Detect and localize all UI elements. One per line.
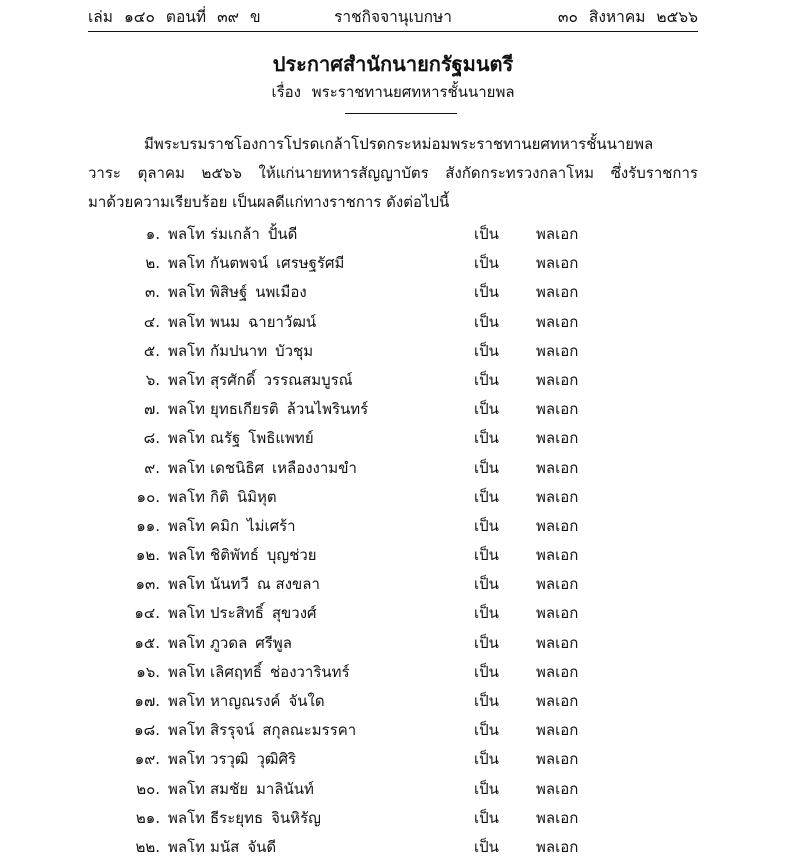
list-item [0, 393, 786, 422]
new-rank: พลเอก [536, 458, 579, 477]
item-number: ๑๘. [134, 721, 160, 740]
list-item [0, 597, 786, 626]
intro-line-1: มีพระบรมราชโองการโปรดเกล้าโปรดกระหม่อมพระราชทานยศทหารชั้นนายพล [144, 135, 654, 153]
as-word: เป็น [474, 692, 499, 710]
list-item [0, 364, 786, 393]
first-name: พนม [210, 312, 241, 331]
first-name: พิสิษฐ์ [210, 283, 248, 302]
officer-name [168, 280, 307, 304]
last-name: นิมิหุต [236, 487, 277, 506]
last-name: วรรณสมบูรณ์ [263, 370, 353, 389]
intro-line-3: มาด้วยความเรียบร้อย เป็นผลดีแก่ทางราชการ ดังต่อไปนี้ [88, 193, 450, 211]
item-number: ๑๕. [134, 633, 160, 652]
subject-text: พระราชทานยศทหารชั้นนายพล [311, 83, 515, 101]
current-rank: พลโท [168, 225, 206, 243]
last-name: ไม่เศร้า [247, 516, 296, 535]
first-name: กันตพจน์ [210, 254, 269, 273]
page-header [88, 2, 698, 28]
item-number: ๙. [144, 458, 160, 477]
current-rank: พลโท [168, 750, 206, 769]
officer-name [168, 777, 314, 801]
as-word: เป็น [474, 604, 499, 623]
as-word: เป็น [474, 312, 499, 331]
volume-label: เล่ม [88, 8, 114, 26]
first-name: ชิติพัทธ์ [210, 546, 259, 565]
current-rank: พลโท [168, 283, 206, 302]
current-rank: พลโท [168, 633, 206, 652]
last-name: โพธิแพทย์ [248, 429, 314, 448]
last-name: ล้วนไพรินทร์ [286, 400, 369, 419]
volume-number: ๑๔๐ [123, 8, 155, 26]
list-item [0, 510, 786, 539]
officer-name [168, 426, 314, 450]
item-number: ๑. [145, 225, 160, 243]
current-rank: พลโท [168, 312, 206, 331]
first-name: กิติ [210, 487, 229, 506]
item-number: ๑๐. [136, 487, 160, 506]
intro-line-2: วาระ ตุลาคม ๒๕๖๖ ให้แก่นายทหารสัญญาบัตร สังกัดกระทรวงกลาโหม ซึ่งรับราชการ [88, 164, 698, 182]
last-name: มาลินันท์ [256, 779, 314, 798]
new-rank: พลเอก [536, 283, 579, 302]
announcement-title: ประกาศสำนักนายกรัฐมนตรี [272, 52, 514, 76]
as-word: เป็น [474, 400, 499, 419]
new-rank: พลเอก [536, 692, 579, 710]
new-rank: พลเอก [536, 633, 579, 652]
new-rank: พลเอก [536, 721, 579, 740]
new-rank: พลเอก [536, 779, 579, 798]
date-year: ๒๕๖๖ [656, 8, 698, 26]
first-name: ร่มเกล้า [210, 225, 260, 243]
officer-name [168, 601, 317, 625]
list-item [0, 247, 786, 276]
current-rank: พลโท [168, 458, 206, 477]
list-item [0, 714, 786, 743]
list-item [0, 452, 786, 481]
item-number: ๒๒. [135, 837, 160, 856]
last-name: จินหิรัญ [271, 808, 321, 827]
first-name: กัมปนาท [210, 341, 268, 360]
first-name: สุรศักดิ์ [210, 370, 256, 389]
as-word: เป็น [474, 662, 499, 681]
as-word: เป็น [474, 721, 499, 740]
last-name: ศรีพูล [255, 633, 292, 652]
item-number: ๑๒. [135, 546, 160, 565]
last-name: ณ สงขลา [256, 575, 320, 594]
as-word: เป็น [474, 516, 499, 535]
officer-name [168, 456, 357, 480]
officer-name [168, 251, 344, 275]
officer-name [168, 806, 321, 830]
current-rank: พลโท [168, 487, 206, 506]
first-name: ภูวดล [210, 633, 248, 652]
publication-name: ราชกิจจานุเบกษา [334, 8, 452, 26]
new-rank: พลเอก [536, 750, 579, 769]
intro-paragraph [88, 130, 698, 217]
new-rank: พลเอก [536, 370, 579, 389]
announcement-subject [0, 80, 786, 104]
new-rank: พลเอก [536, 312, 579, 331]
as-word: เป็น [474, 779, 499, 798]
item-number: ๒๐. [136, 779, 160, 798]
new-rank: พลเอก [536, 662, 579, 681]
first-name: สมชัย [210, 779, 249, 798]
list-item [0, 656, 786, 685]
current-rank: พลโท [168, 604, 206, 623]
last-name: สกุลณะมรรคา [262, 721, 357, 740]
issue-number: ๓๙ [217, 8, 240, 26]
current-rank: พลโท [168, 692, 206, 710]
as-word: เป็น [474, 546, 499, 565]
new-rank: พลเอก [536, 429, 579, 448]
header-date [552, 4, 698, 29]
as-word: เป็น [474, 750, 499, 769]
item-number: ๗. [143, 400, 160, 419]
last-name: เศรษฐรัศมี [276, 254, 345, 273]
new-rank: พลเอก [536, 546, 579, 565]
list-item [0, 539, 786, 568]
current-rank: พลโท [168, 400, 206, 419]
as-word: เป็น [474, 429, 499, 448]
list-item [0, 627, 786, 656]
as-word: เป็น [474, 575, 499, 594]
officer-name [168, 718, 356, 742]
date-month: สิงหาคม [588, 8, 646, 26]
list-item [0, 743, 786, 772]
new-rank: พลเอก [536, 808, 579, 827]
item-number: ๑๓. [135, 575, 160, 594]
item-number: ๖. [145, 370, 160, 389]
new-rank: พลเอก [536, 400, 579, 419]
first-name: วรวุฒิ [210, 750, 249, 769]
last-name: บัวชุม [275, 341, 314, 360]
officer-name [168, 689, 325, 713]
section-letter: ข [249, 8, 261, 26]
officer-name [168, 572, 320, 596]
header-divider [88, 31, 698, 32]
as-word: เป็น [474, 283, 499, 302]
as-word: เป็น [474, 837, 499, 856]
item-number: ๓. [144, 283, 160, 302]
date-day: ๓๐ [557, 8, 578, 26]
list-item [0, 481, 786, 510]
new-rank: พลเอก [536, 341, 579, 360]
first-name: ณรัฐ [210, 429, 241, 448]
list-item [0, 773, 786, 802]
officer-name [168, 747, 296, 771]
first-name: นันทวี [210, 575, 249, 594]
first-name: ธีระยุทธ [210, 808, 264, 827]
last-name: เหลืองงามขำ [272, 458, 357, 477]
current-rank: พลโท [168, 837, 206, 856]
list-item [0, 218, 786, 247]
as-word: เป็น [474, 808, 499, 827]
list-item [0, 685, 786, 714]
item-number: ๔. [143, 312, 160, 331]
list-item [0, 422, 786, 451]
new-rank: พลเอก [536, 837, 579, 856]
item-number: ๕. [143, 341, 160, 360]
current-rank: พลโท [168, 546, 206, 565]
item-number: ๘. [143, 429, 160, 448]
new-rank: พลเอก [536, 487, 579, 506]
item-number: ๑๖. [136, 662, 160, 681]
as-word: เป็น [474, 458, 499, 477]
last-name: บุญช่วย [266, 546, 317, 565]
current-rank: พลโท [168, 341, 206, 360]
new-rank: พลเอก [536, 225, 579, 243]
officer-name [168, 835, 276, 859]
current-rank: พลโท [168, 662, 206, 681]
first-name: ยุทธเกียรติ [210, 400, 279, 419]
last-name: สุขวงศ์ [271, 604, 317, 623]
last-name: จันใด [288, 692, 325, 710]
first-name: เดชนิธิศ [210, 458, 265, 477]
last-name: ช่องวารินทร์ [270, 662, 350, 681]
officer-name [168, 222, 297, 246]
first-name: คมิก [210, 516, 240, 535]
last-name: วุฒิศิริ [256, 750, 297, 769]
list-item [0, 276, 786, 305]
list-item [0, 568, 786, 597]
list-item [0, 831, 786, 860]
issue-label: ตอนที่ [165, 8, 207, 26]
current-rank: พลโท [168, 721, 206, 740]
officer-name [168, 368, 353, 392]
last-name: ปั้นดี [267, 225, 298, 243]
officer-name [168, 485, 277, 509]
officer-name [168, 631, 292, 655]
as-word: เป็น [474, 341, 499, 360]
officer-name [168, 543, 317, 567]
as-word: เป็น [474, 487, 499, 506]
as-word: เป็น [474, 633, 499, 652]
new-rank: พลเอก [536, 604, 579, 623]
current-rank: พลโท [168, 516, 206, 535]
new-rank: พลเอก [536, 254, 579, 273]
current-rank: พลโท [168, 254, 206, 273]
officer-name [168, 339, 313, 363]
list-item [0, 802, 786, 831]
last-name: ฉายาวัฒน์ [248, 312, 317, 331]
as-word: เป็น [474, 254, 499, 273]
as-word: เป็น [474, 370, 499, 389]
current-rank: พลโท [168, 575, 206, 594]
promotion-list [0, 218, 786, 860]
title-divider [345, 113, 457, 114]
last-name: นพเมือง [255, 283, 307, 302]
first-name: มนัส [210, 837, 240, 856]
officer-name [168, 397, 368, 421]
current-rank: พลโท [168, 808, 206, 827]
as-word: เป็น [474, 225, 499, 243]
item-number: ๑๙. [134, 750, 160, 769]
list-item [0, 306, 786, 335]
current-rank: พลโท [168, 429, 206, 448]
current-rank: พลโท [168, 779, 206, 798]
item-number: ๒๑. [135, 808, 160, 827]
subject-label: เรื่อง [271, 83, 301, 101]
item-number: ๒. [145, 254, 160, 273]
first-name: เลิศฤทธิ์ [210, 662, 262, 681]
last-name: จันดี [247, 837, 277, 856]
first-name: ประสิทธิ์ [210, 604, 264, 623]
new-rank: พลเอก [536, 516, 579, 535]
officer-name [168, 514, 296, 538]
item-number: ๑๔. [134, 604, 160, 623]
first-name: หาญณรงค์ [210, 692, 281, 710]
item-number: ๑๗. [134, 692, 160, 710]
officer-name [168, 310, 316, 334]
officer-name [168, 660, 350, 684]
item-number: ๑๑. [136, 516, 160, 535]
new-rank: พลเอก [536, 575, 579, 594]
current-rank: พลโท [168, 370, 206, 389]
list-item [0, 335, 786, 364]
first-name: สิรรุจน์ [210, 721, 255, 740]
